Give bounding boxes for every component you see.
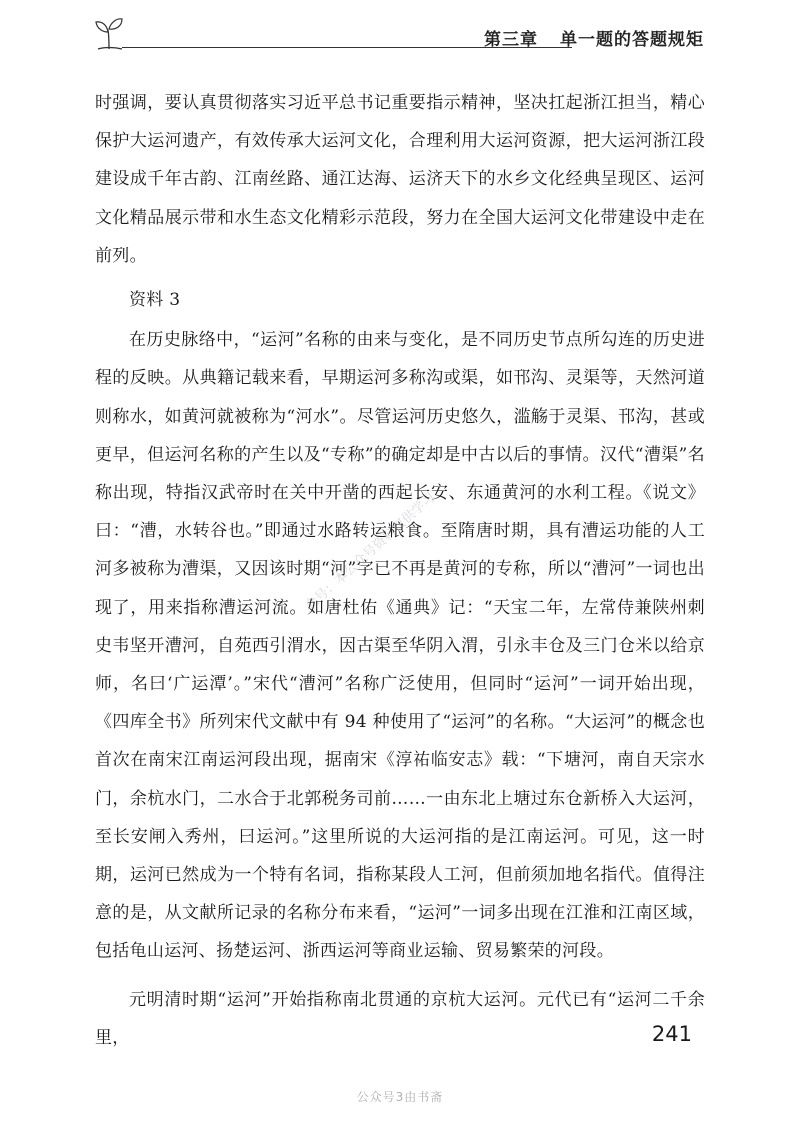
watermark: 众号：本公众号资料仅供学习: [302, 489, 439, 615]
page-number: 241: [651, 1022, 692, 1046]
chapter-heading: [484, 25, 704, 50]
chapter-label: 第三章: [484, 30, 538, 50]
sprout-icon: [94, 16, 124, 50]
paragraph-yuan-ming-qing: 元明清时期“运河”开始指称南北贯通的京杭大运河。元代已有“运河二千余里，: [95, 989, 705, 1048]
material-heading: 资料 3: [129, 290, 181, 311]
section-title: 单一题的答题规矩: [560, 30, 704, 50]
footer-stamp: 公众号3由书斋: [356, 1090, 444, 1104]
paragraph-continued: 时强调，要认真贯彻落实习近平总书记重要指示精神，坚决扛起浙江担当，精心保护大运河遗产，有效传承大运河文化，合理利用大运河资源，把大运河浙江段建设成千年古韵、江南丝路、通江达海、运济天下的水乡文化经典呈现区、运河文化精品展示带和水生态文化精彩示范段，努力在全国大运河文化带建设中走在前列。: [95, 93, 705, 266]
body-text: [95, 84, 705, 1057]
paragraph-history: 在历史脉络中，“运河”名称的由来与变化，是不同历史节点所勾连的历史进程的反映。从典籍记载来看，早期运河多称沟或渠，如邗沟、灵渠等，天然河道则称水，如黄河就被称为“河水”。尽管运河历史悠久，滥觞于灵渠、邗沟，甚或更早，但运河名称的产生以及“专称”的确定却是中古以后的事情。汉代“漕渠”名称出现，特指汉武帝时在关中开凿的西起长安、东通黄河的水利工程。《说文》曰：“漕，水转谷也。”即通过水路转运粮食。至隋唐时期，具有漕运功能的人工河多被称为漕渠，又因该时期“河”字已不再是黄河的专称，所以“漕河”一词也出现了，用来指称漕运河流。如唐杜佑《通典》记：“天宝二年，左常侍兼陕州刺史韦坚开漕河，自苑西引渭水，因古渠至华阴入渭，引永丰仓及三门仓米以给京师，名曰‘广运潭’。”宋代“漕河”名称广泛使用，但同时“运河”一词开始出现，《四库全书》所列宋代文献中有 94 种使用了“运河”的名称。“大运河”的概念也首次在南宋江南运河段出现，据南宋《淳祐临安志》载：“下塘河，南自天宗水门，余杭水门，二水合于北郭税务司前……一由东北上塘过东仓新桥入大运河，至长安闸入秀州，曰运河。”这里所说的大运河指的是江南运河。可见，这一时期，运河已然成为一个特有名词，指称某段人工河，但前须加地名指代。值得注意的是，从文献所记录的名称分布来看，“运河”一词多出现在江淮和江南区域，包括龟山运河、扬楚运河、浙西运河等商业运输、贸易繁荣的河段。: [95, 330, 705, 962]
running-header: [92, 14, 704, 54]
